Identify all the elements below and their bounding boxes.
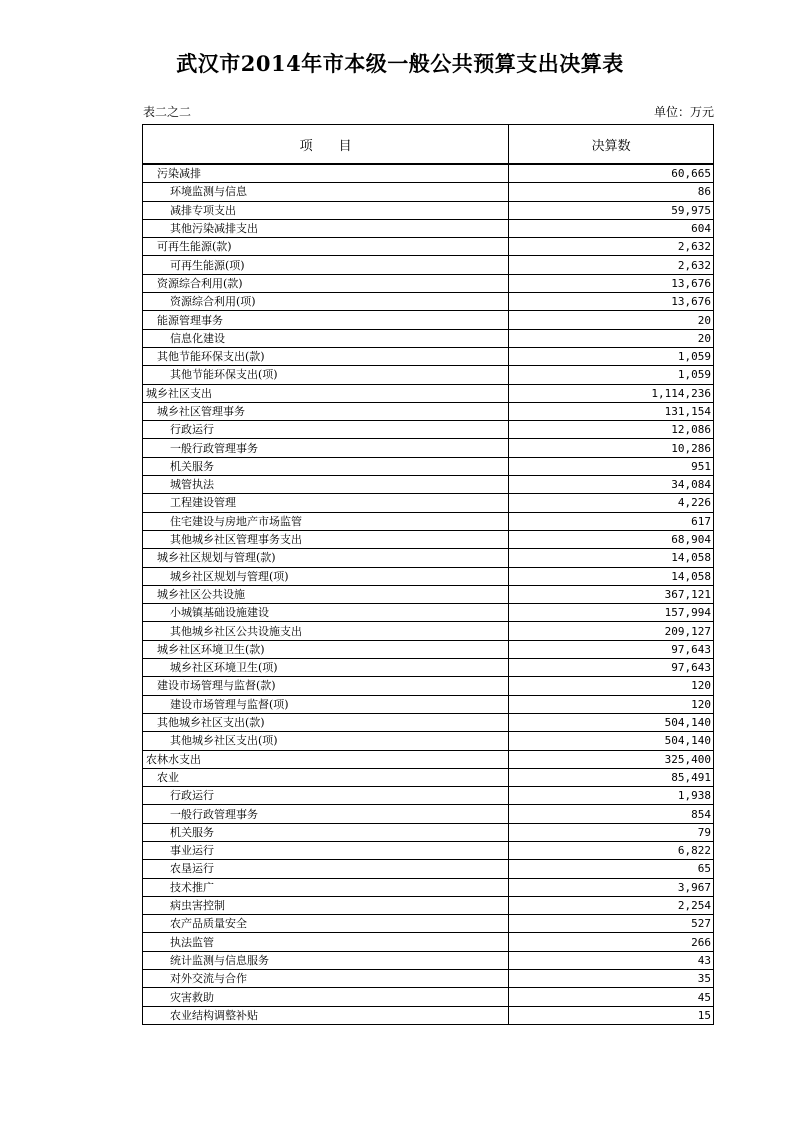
- table-row: [143, 988, 714, 1006]
- row-amount: 97,643: [509, 640, 714, 658]
- table-row: [143, 256, 714, 274]
- table-row: [143, 713, 714, 731]
- row-item-name: 城乡社区环境卫生(款): [143, 640, 509, 658]
- row-item-name: 能源管理事务: [143, 311, 509, 329]
- row-amount: 97,643: [509, 659, 714, 677]
- row-item-name: 其他污染减排支出: [143, 219, 509, 237]
- table-row: [143, 640, 714, 658]
- row-item-name: 其他城乡社区公共设施支出: [143, 622, 509, 640]
- table-row: [143, 329, 714, 347]
- row-amount: 6,822: [509, 841, 714, 859]
- row-amount: 20: [509, 329, 714, 347]
- table-row: [143, 164, 714, 183]
- row-amount: 43: [509, 951, 714, 969]
- row-item-name: 环境监测与信息: [143, 183, 509, 201]
- table-row: [143, 659, 714, 677]
- row-item-name: 污染减排: [143, 164, 509, 183]
- table-row: [143, 402, 714, 420]
- table-body: [143, 164, 714, 1024]
- table-header-row: [143, 125, 714, 165]
- table-row: [143, 1006, 714, 1024]
- row-item-name: 其他节能环保支出(款): [143, 347, 509, 365]
- table-row: [143, 293, 714, 311]
- table-row: [143, 805, 714, 823]
- row-item-name: 农业: [143, 768, 509, 786]
- row-item-name: 城乡社区环境卫生(项): [143, 659, 509, 677]
- row-item-name: 机关服务: [143, 457, 509, 475]
- budget-table: [142, 124, 714, 1025]
- table-row: [143, 604, 714, 622]
- row-item-name: 城乡社区管理事务: [143, 402, 509, 420]
- table-row: [143, 970, 714, 988]
- row-item-name: 农林水支出: [143, 750, 509, 768]
- row-item-name: 农垦运行: [143, 860, 509, 878]
- table-row: [143, 750, 714, 768]
- row-amount: 3,967: [509, 878, 714, 896]
- row-amount: 79: [509, 823, 714, 841]
- row-item-name: 城乡社区规划与管理(项): [143, 567, 509, 585]
- table-row: [143, 421, 714, 439]
- row-amount: 604: [509, 219, 714, 237]
- table-row: [143, 439, 714, 457]
- row-amount: 20: [509, 311, 714, 329]
- row-amount: 1,114,236: [509, 384, 714, 402]
- column-header-amount: 决算数: [509, 125, 714, 165]
- table-row: [143, 274, 714, 292]
- row-item-name: 执法监管: [143, 933, 509, 951]
- row-item-name: 建设市场管理与监督(项): [143, 695, 509, 713]
- table-row: [143, 457, 714, 475]
- row-amount: 35: [509, 970, 714, 988]
- table-row: [143, 585, 714, 603]
- row-item-name: 城乡社区规划与管理(款): [143, 549, 509, 567]
- row-amount: 59,975: [509, 201, 714, 219]
- row-item-name: 机关服务: [143, 823, 509, 841]
- row-item-name: 住宅建设与房地产市场监管: [143, 512, 509, 530]
- table-row: [143, 476, 714, 494]
- table-row: [143, 622, 714, 640]
- row-amount: 2,632: [509, 238, 714, 256]
- row-amount: 45: [509, 988, 714, 1006]
- row-amount: 325,400: [509, 750, 714, 768]
- column-header-item: 项 目: [143, 125, 509, 165]
- table-row: [143, 549, 714, 567]
- row-item-name: 农业结构调整补贴: [143, 1006, 509, 1024]
- table-row: [143, 823, 714, 841]
- row-item-name: 一般行政管理事务: [143, 439, 509, 457]
- row-amount: 504,140: [509, 713, 714, 731]
- row-item-name: 建设市场管理与监督(款): [143, 677, 509, 695]
- row-amount: 367,121: [509, 585, 714, 603]
- row-item-name: 其他城乡社区支出(项): [143, 732, 509, 750]
- table-row: [143, 768, 714, 786]
- row-item-name: 小城镇基础设施建设: [143, 604, 509, 622]
- row-amount: 120: [509, 695, 714, 713]
- row-amount: 1,059: [509, 347, 714, 365]
- row-item-name: 对外交流与合作: [143, 970, 509, 988]
- table-row: [143, 512, 714, 530]
- row-amount: 85,491: [509, 768, 714, 786]
- row-amount: 60,665: [509, 164, 714, 183]
- table-row: [143, 201, 714, 219]
- page-title: 武汉市2014年市本级一般公共预算支出决算表: [176, 51, 624, 76]
- row-amount: 504,140: [509, 732, 714, 750]
- row-amount: 68,904: [509, 530, 714, 548]
- row-item-name: 农产品质量安全: [143, 915, 509, 933]
- row-amount: 2,254: [509, 896, 714, 914]
- row-item-name: 信息化建设: [143, 329, 509, 347]
- table-row: [143, 951, 714, 969]
- row-amount: 13,676: [509, 293, 714, 311]
- table-row: [143, 567, 714, 585]
- row-item-name: 灾害救助: [143, 988, 509, 1006]
- table-row: [143, 494, 714, 512]
- row-item-name: 减排专项支出: [143, 201, 509, 219]
- table-row: [143, 530, 714, 548]
- row-item-name: 行政运行: [143, 787, 509, 805]
- row-amount: 12,086: [509, 421, 714, 439]
- row-amount: 14,058: [509, 549, 714, 567]
- row-amount: 1,938: [509, 787, 714, 805]
- row-amount: 1,059: [509, 366, 714, 384]
- table-row: [143, 311, 714, 329]
- row-amount: 120: [509, 677, 714, 695]
- table-row: [143, 787, 714, 805]
- row-amount: 527: [509, 915, 714, 933]
- row-item-name: 其他城乡社区支出(款): [143, 713, 509, 731]
- row-item-name: 统计监测与信息服务: [143, 951, 509, 969]
- row-item-name: 一般行政管理事务: [143, 805, 509, 823]
- table-row: [143, 677, 714, 695]
- table-row: [143, 384, 714, 402]
- table-row: [143, 933, 714, 951]
- table-row: [143, 896, 714, 914]
- table-row: [143, 841, 714, 859]
- row-item-name: 其他节能环保支出(项): [143, 366, 509, 384]
- row-amount: 14,058: [509, 567, 714, 585]
- row-amount: 854: [509, 805, 714, 823]
- row-amount: 4,226: [509, 494, 714, 512]
- row-amount: 617: [509, 512, 714, 530]
- row-item-name: 事业运行: [143, 841, 509, 859]
- row-item-name: 可再生能源(款): [143, 238, 509, 256]
- row-amount: 34,084: [509, 476, 714, 494]
- row-item-name: 病虫害控制: [143, 896, 509, 914]
- unit-label: 单位：万元: [653, 105, 714, 119]
- row-amount: 10,286: [509, 439, 714, 457]
- row-item-name: 资源综合利用(款): [143, 274, 509, 292]
- row-amount: 157,994: [509, 604, 714, 622]
- row-item-name: 城乡社区公共设施: [143, 585, 509, 603]
- table-number: 表二之二: [143, 105, 192, 119]
- table-row: [143, 238, 714, 256]
- row-amount: 13,676: [509, 274, 714, 292]
- row-amount: 65: [509, 860, 714, 878]
- row-amount: 2,632: [509, 256, 714, 274]
- row-item-name: 城乡社区支出: [143, 384, 509, 402]
- table-row: [143, 860, 714, 878]
- row-item-name: 城管执法: [143, 476, 509, 494]
- table-row: [143, 219, 714, 237]
- row-amount: 15: [509, 1006, 714, 1024]
- table-row: [143, 183, 714, 201]
- row-item-name: 其他城乡社区管理事务支出: [143, 530, 509, 548]
- table-row: [143, 915, 714, 933]
- table-row: [143, 878, 714, 896]
- row-amount: 209,127: [509, 622, 714, 640]
- table-row: [143, 732, 714, 750]
- row-item-name: 行政运行: [143, 421, 509, 439]
- row-item-name: 技术推广: [143, 878, 509, 896]
- row-amount: 131,154: [509, 402, 714, 420]
- row-amount: 86: [509, 183, 714, 201]
- row-item-name: 资源综合利用(项): [143, 293, 509, 311]
- table-row: [143, 366, 714, 384]
- row-amount: 266: [509, 933, 714, 951]
- row-amount: 951: [509, 457, 714, 475]
- row-item-name: 可再生能源(项): [143, 256, 509, 274]
- table-row: [143, 695, 714, 713]
- row-item-name: 工程建设管理: [143, 494, 509, 512]
- table-row: [143, 347, 714, 365]
